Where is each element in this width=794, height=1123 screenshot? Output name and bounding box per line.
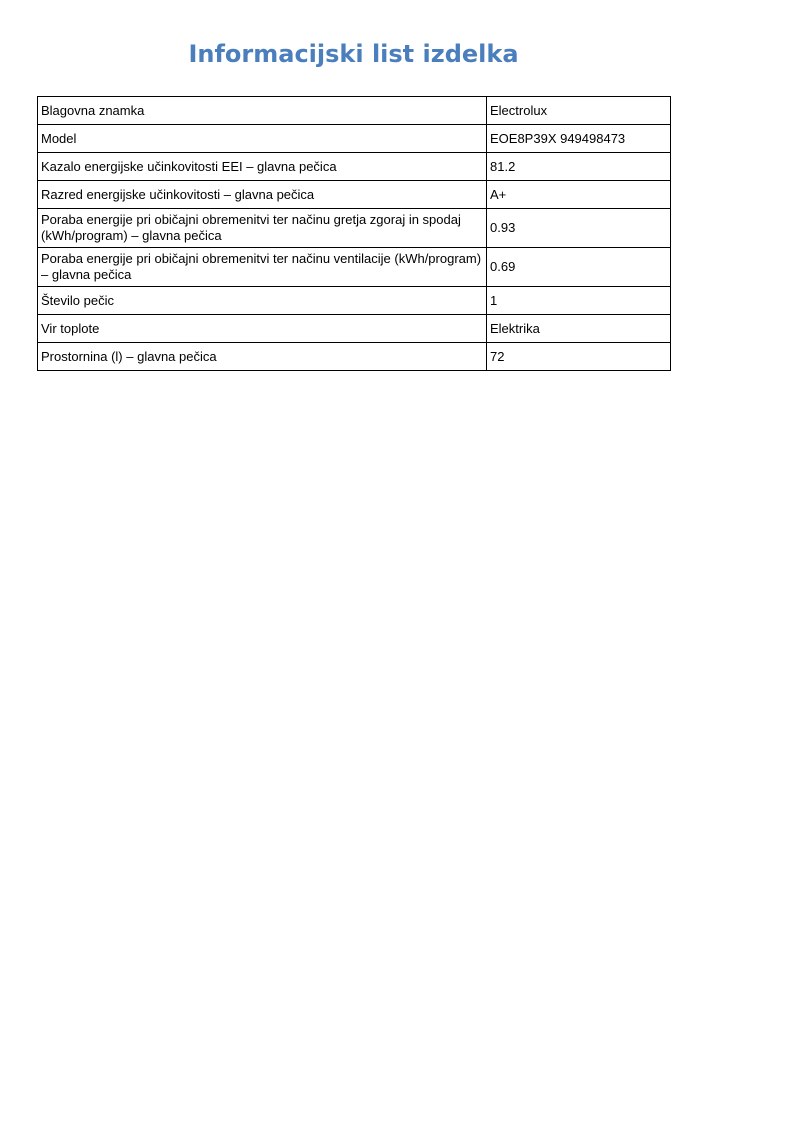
spec-value: A+	[487, 181, 671, 209]
spec-value: Elektrika	[487, 315, 671, 343]
spec-value: 72	[487, 343, 671, 371]
table-row	[38, 248, 671, 287]
spec-value: 1	[487, 287, 671, 315]
spec-label: Kazalo energijske učinkovitosti EEI – glavna pečica	[38, 153, 487, 181]
spec-value: 0.69	[487, 248, 671, 287]
spec-value: 81.2	[487, 153, 671, 181]
spec-label: Razred energijske učinkovitosti – glavna pečica	[38, 181, 487, 209]
page-title: Informacijski list izdelka	[188, 40, 519, 68]
spec-label: Število pečic	[38, 287, 487, 315]
spec-value: EOE8P39X 949498473	[487, 125, 671, 153]
product-info-sheet	[37, 0, 670, 371]
spec-label: Prostornina (l) – glavna pečica	[38, 343, 487, 371]
table-row	[38, 181, 671, 209]
spec-table-body	[38, 97, 671, 371]
spec-value: 0.93	[487, 209, 671, 248]
table-row	[38, 125, 671, 153]
table-row	[38, 209, 671, 248]
table-row	[38, 343, 671, 371]
spec-label: Model	[38, 125, 487, 153]
spec-label: Blagovna znamka	[38, 97, 487, 125]
table-row	[38, 97, 671, 125]
table-row	[38, 153, 671, 181]
spec-value: Electrolux	[487, 97, 671, 125]
spec-label: Vir toplote	[38, 315, 487, 343]
spec-label: Poraba energije pri običajni obremenitvi ter načinu gretja zgoraj in spodaj (kWh/program) – glavna pečica	[38, 209, 487, 248]
table-row	[38, 315, 671, 343]
table-row	[38, 287, 671, 315]
product-spec-table	[37, 96, 671, 371]
spec-label: Poraba energije pri običajni obremenitvi ter načinu ventilacije (kWh/program) – glavna pečica	[38, 248, 487, 287]
